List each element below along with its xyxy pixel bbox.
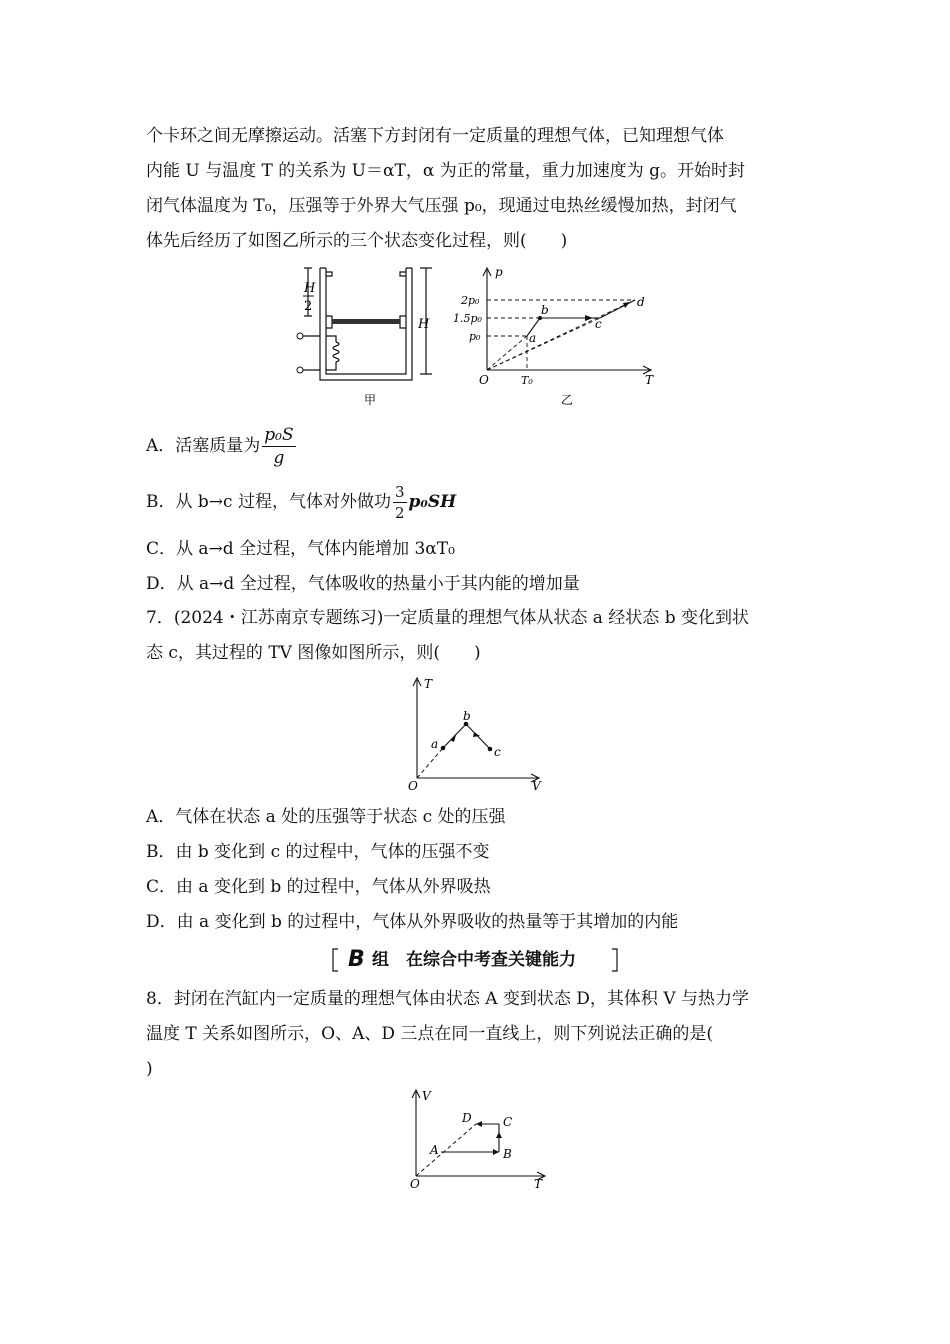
q6-option-a-prefix: A．活塞质量为 [146, 436, 261, 456]
q6-line-2: 内能 U 与温度 T 的关系为 U＝αT，α 为正的常量，重力加速度为 g。开始时封 [146, 161, 745, 181]
fig-yi-point-d: d [637, 295, 645, 309]
fig-jia-half-H: H [304, 281, 316, 296]
q6-line-1: 个卡环之间无摩擦运动。活塞下方封闭有一定质量的理想气体，已知理想气体 [146, 126, 724, 146]
fig-q8-point-D: D [462, 1111, 472, 1125]
q6-option-b-fraction [393, 482, 407, 523]
fig-q8-xlabel: T [534, 1177, 543, 1191]
fig-jia-caption: 甲 [364, 393, 377, 407]
fig-q8-point-C: C [503, 1115, 513, 1129]
q7-option-a: A．气体在状态 a 处的压强等于状态 c 处的压强 [146, 807, 506, 827]
fig-yi-tick-2p0: 2p₀ [461, 294, 480, 307]
fig-q7-xlabel: V [532, 779, 541, 793]
q8-line-2: 温度 T 关系如图所示，O、A、D 三点在同一直线上，则下列说法正确的是( [146, 1024, 714, 1044]
fig-yi-caption: 乙 [561, 393, 574, 407]
fig-q8-point-A: A [430, 1143, 439, 1157]
fig-q7-point-a: a [431, 737, 439, 751]
fig-q7-point-c: c [494, 745, 501, 759]
q6-option-d: D．从 a→d 全过程，气体吸收的热量小于其内能的增加量 [146, 574, 580, 594]
fig-yi-origin: O [479, 373, 489, 387]
q6-line-4: 体先后经历了如图乙所示的三个状态变化过程，则( ) [146, 231, 568, 251]
banner-text: 组 在综合中考查关键能力 [372, 950, 576, 970]
q6-option-b-den: 2 [394, 504, 405, 522]
fig-jia-two: 2 [304, 299, 313, 314]
fig-q7-origin: O [408, 779, 418, 793]
q6-option-a-num: p₀S [264, 425, 294, 445]
fig-q8-point-B: B [503, 1147, 512, 1161]
fig-q7-ylabel: T [424, 677, 433, 691]
fig-yi-tick-p0: p₀ [469, 330, 481, 343]
fig-yi-xlabel: T [645, 373, 654, 387]
q8-line-3: ) [146, 1059, 153, 1079]
fig-q8-ylabel: V [422, 1089, 431, 1103]
q6-option-b [146, 480, 456, 524]
q6-line-3: 闭气体温度为 T₀，压强等于外界大气压强 p₀，现通过电热丝缓慢加热，封闭气 [146, 196, 737, 216]
q7-line-2: 态 c，其过程的 TV 图像如图所示，则( ) [146, 643, 481, 663]
q6-option-c: C．从 a→d 全过程，气体内能增加 3αT₀ [146, 539, 455, 559]
fig-yi-tick-15p0: 1.5p₀ [453, 312, 482, 325]
fig-q8-origin: O [410, 1177, 420, 1191]
fig-jia-H: H [418, 317, 430, 332]
fig-yi-ylabel: p [495, 265, 503, 279]
q6-option-a-den: g [273, 448, 285, 468]
q6-option-b-text: B．从 b→c 过程，气体对外做功 [146, 492, 391, 512]
q6-option-a [146, 424, 298, 469]
q6-option-a-fraction [262, 424, 295, 469]
q7-option-b: B．由 b 变化到 c 的过程中，气体的压强不变 [146, 842, 490, 862]
fig-q7-point-b: b [463, 709, 471, 723]
q6-option-b-num: 3 [394, 483, 405, 501]
q7-option-d: D．由 a 变化到 b 的过程中，气体从外界吸收的热量等于其增加的内能 [146, 912, 679, 932]
fig-yi-point-a: a [529, 331, 537, 345]
q6-option-b-tail: p₀SH [408, 492, 457, 512]
figure-jia [290, 262, 440, 412]
banner-letter: B [348, 947, 365, 972]
q8-line-1: 8．封闭在汽缸内一定质量的理想气体由状态 A 变到状态 D，其体积 V 与热力学 [146, 989, 750, 1009]
q7-line-1: 7．(2024・江苏南京专题练习)一定质量的理想气体从状态 a 经状态 b 变化到状 [146, 608, 749, 628]
section-banner [330, 946, 620, 974]
fig-yi-point-b: b [541, 303, 549, 317]
fig-yi-tick-T0: T₀ [521, 374, 533, 387]
figure-q8 [400, 1088, 560, 1198]
piston [332, 319, 400, 324]
figure-yi [445, 262, 665, 410]
figure-q7 [400, 674, 550, 798]
fig-yi-point-c: c [595, 317, 602, 331]
q7-option-c: C．由 a 变化到 b 的过程中，气体从外界吸热 [146, 877, 491, 897]
